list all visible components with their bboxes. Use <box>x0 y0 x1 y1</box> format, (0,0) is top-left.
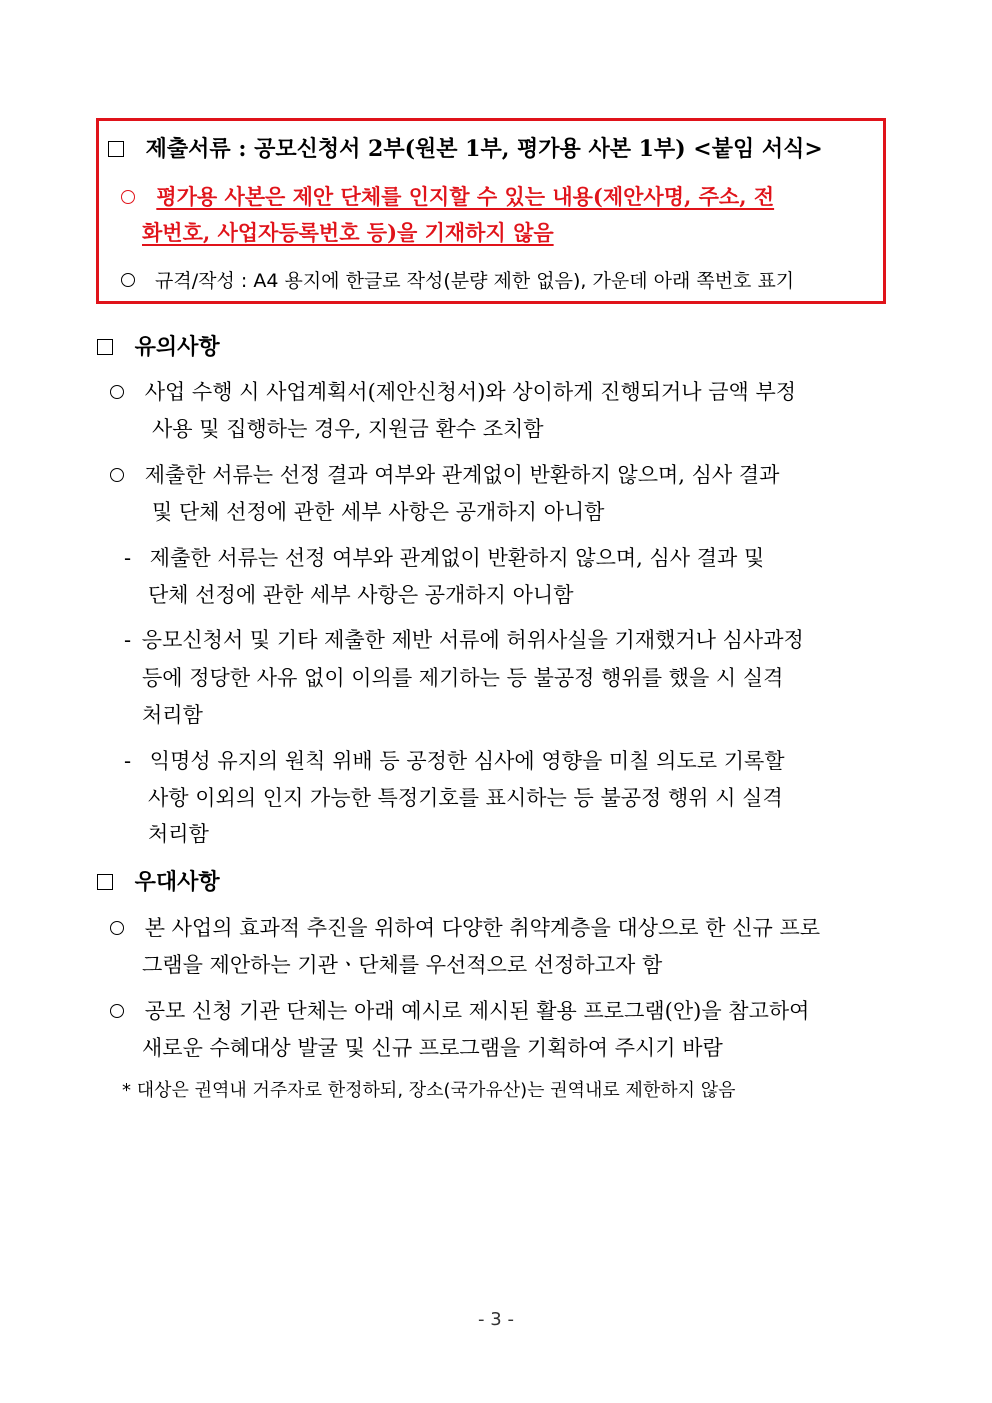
notes-dash-2-line2: 등에 정당한 사유 없이 이의를 제기하는 등 불공정 행위를 했을 시 실격 <box>142 666 784 690</box>
checkbox-square-icon <box>97 339 113 355</box>
notes-dash-2-line3: 처리함 <box>142 703 203 727</box>
notes-item-2-row-2 <box>152 497 604 527</box>
circle-bullet-icon <box>110 468 124 482</box>
circle-bullet-icon <box>110 385 124 399</box>
dash-bullet: - <box>124 546 132 570</box>
notes-dash-1-line1: 제출한 서류는 선정 여부와 관계없이 반환하지 않으며, 심사 결과 및 <box>149 546 765 570</box>
notes-dash-3-row-3 <box>148 819 209 849</box>
notes-dash-1-line2: 단체 선정에 관한 세부 사항은 공개하지 아니함 <box>148 583 574 607</box>
preference-item-2-line2: 새로운 수혜대상 발굴 및 신규 프로그램을 기획하여 주시기 바람 <box>142 1036 723 1060</box>
circle-bullet-icon <box>121 190 135 204</box>
preference-footnote: * 대상은 권역내 거주자로 한정하되, 장소(국가유산)는 권역내로 제한하지 않음 <box>122 1080 736 1101</box>
page-number: - 3 - <box>478 1309 514 1330</box>
notes-item-1-line2: 사용 및 집행하는 경우, 지원금 환수 조치함 <box>152 417 544 441</box>
dash-bullet: - <box>124 749 132 773</box>
notes-dash-2-row-3 <box>142 700 203 730</box>
checkbox-square-icon <box>108 141 124 157</box>
notes-dash-3-row-2 <box>148 783 783 813</box>
notes-item-2-line1: 제출한 서류는 선정 결과 여부와 관계없이 반환하지 않으며, 심사 결과 <box>144 463 780 487</box>
notes-dash-3-line1: 익명성 유지의 원칙 위배 등 공정한 심사에 영향을 미칠 의도로 기록할 <box>149 749 785 773</box>
notes-dash-1-row-2 <box>148 580 573 610</box>
preference-item-1-row-2 <box>142 950 662 980</box>
notes-item-2-row <box>110 460 896 490</box>
notes-item-1-row-2 <box>152 414 544 444</box>
submission-heading-row <box>108 134 868 164</box>
preference-heading-row <box>97 867 220 897</box>
spec-row <box>121 266 794 296</box>
notes-item-2-line2: 및 단체 선정에 관한 세부 사항은 공개하지 아니함 <box>152 500 605 524</box>
preference-item-1-line1: 본 사업의 효과적 추진을 위하여 다양한 취약계층을 대상으로 한 신규 프로 <box>144 916 821 940</box>
circle-bullet-icon <box>110 921 124 935</box>
notes-dash-3-line2: 사항 이외의 인지 가능한 특정기호를 표시하는 등 불공정 행위 시 실격 <box>148 786 783 810</box>
red-note-row-2 <box>142 218 554 248</box>
preference-item-1-row <box>110 913 896 943</box>
preference-footnote-row <box>122 1076 736 1106</box>
notes-dash-1-row <box>124 543 896 573</box>
red-note-line2: 화번호, 사업자등록번호 등)을 기재하지 않음 <box>142 220 554 245</box>
preference-item-1-line2: 그램을 제안하는 기관ㆍ단체를 우선적으로 선정하고자 함 <box>142 953 663 977</box>
checkbox-square-icon <box>97 874 113 890</box>
circle-bullet-icon <box>121 273 135 287</box>
circle-bullet-icon <box>110 1004 124 1018</box>
notes-item-1-row <box>110 377 896 407</box>
spec-text: 규격/작성 : A4 용지에 한글로 작성(분량 제한 없음), 가운데 아래 쪽번호 표기 <box>155 270 795 292</box>
notes-dash-2-row-2 <box>142 663 783 693</box>
notes-dash-2-row <box>124 625 896 655</box>
preference-item-2-row-2 <box>142 1033 723 1063</box>
notes-heading: 유의사항 <box>134 334 220 360</box>
notes-dash-3-row <box>124 746 896 776</box>
dash-bullet: - <box>124 628 132 652</box>
red-note-line1: 평가용 사본은 제안 단체를 인지할 수 있는 내용(제안사명, 주소, 전 <box>156 184 775 209</box>
notes-heading-row <box>97 332 220 362</box>
preference-item-2-line1: 공모 신청 기관 단체는 아래 예시로 제시된 활용 프로그램(안)을 참고하여 <box>144 999 810 1023</box>
preference-heading: 우대사항 <box>134 869 220 895</box>
notes-item-1-line1: 사업 수행 시 사업계획서(제안신청서)와 상이하게 진행되거나 금액 부정 <box>144 380 797 404</box>
submission-heading: 제출서류 : 공모신청서 2부(원본 1부, 평가용 사본 1부) <붙임 서식> <box>145 136 823 162</box>
notes-dash-3-line3: 처리함 <box>148 822 209 846</box>
red-note-row <box>121 182 881 212</box>
preference-item-2-row <box>110 996 896 1026</box>
notes-dash-2-line1: 응모신청서 및 기타 제출한 제반 서류에 허위사실을 기재했거나 심사과정 <box>141 628 804 652</box>
